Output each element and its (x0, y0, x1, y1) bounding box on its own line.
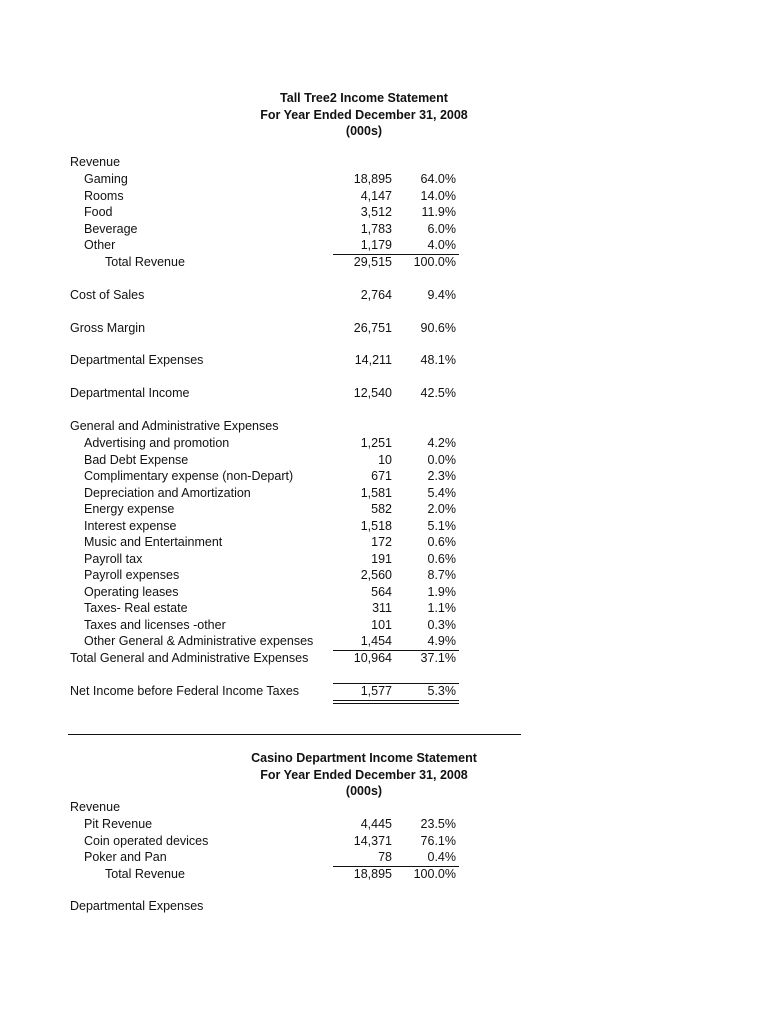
ga-row (0, 551, 768, 568)
row-value: 1,179 (360, 238, 392, 252)
row-percent: 2.3% (427, 469, 456, 483)
departmental-expenses-heading: Departmental Expenses (70, 899, 204, 913)
total-revenue-row (0, 254, 768, 271)
revenue-row-beverage (0, 221, 768, 238)
row-value: 3,512 (360, 205, 392, 219)
revenue-heading: Revenue (70, 800, 121, 814)
row-percent: 4.0% (427, 238, 456, 252)
row-percent: 0.6% (427, 551, 456, 566)
statement2-title-line-1: Casino Department Income Statement (251, 751, 477, 765)
row-percent: 4.9% (427, 634, 456, 648)
gross-margin-row (0, 320, 768, 337)
row-label: Payroll tax (84, 551, 143, 566)
row-percent: 2.0% (427, 502, 456, 516)
row-value: 78 (378, 850, 392, 864)
ga-row (0, 501, 768, 518)
row-label: Taxes and licenses -other (84, 617, 226, 632)
row-percent: 6.0% (427, 221, 456, 236)
ga-row (0, 452, 768, 469)
row-label: Music and Entertainment (84, 535, 223, 549)
row-label: Depreciation and Amortization (84, 485, 251, 500)
row-label: Other General & Administrative expenses (84, 634, 314, 648)
departmental-income-row (0, 385, 768, 402)
row-label: Food (84, 205, 113, 219)
row-label: Gaming (84, 172, 128, 186)
ga-heading-row (0, 418, 768, 435)
row-value: 12,540 (353, 386, 392, 400)
statement2-title-line-3: (000s) (345, 784, 383, 798)
row-label: Poker and Pan (84, 850, 167, 864)
row-label: Net Income before Federal Income Taxes (70, 684, 300, 698)
row-percent: 0.3% (427, 617, 456, 632)
net-income-double-rule-1 (333, 700, 459, 701)
row-label: Operating leases (84, 584, 179, 599)
row-label: Rooms (84, 188, 124, 203)
row-percent: 0.0% (427, 452, 456, 467)
row-percent: 4.2% (427, 436, 456, 450)
row-value: 14,211 (354, 353, 392, 367)
row-label: Other (84, 238, 116, 252)
statement1-title-line-3: (000s) (345, 124, 383, 138)
row-label: Gross Margin (70, 321, 146, 335)
row-label: Payroll expenses (84, 568, 180, 582)
row-label: Total Revenue (105, 255, 185, 269)
row-percent: 1.9% (427, 584, 456, 599)
ga-row (0, 435, 768, 452)
row-percent: 5.1% (427, 518, 456, 533)
row-value: 4,147 (360, 188, 392, 203)
row-value: 564 (371, 584, 392, 599)
ga-row (0, 633, 768, 650)
row-percent: 23.5% (420, 817, 456, 831)
statement1-title (240, 90, 488, 140)
net-income-double-rule-2 (333, 703, 459, 704)
row-value: 29,515 (353, 255, 392, 269)
row-percent: 11.9% (421, 205, 456, 219)
revenue-heading: Revenue (70, 155, 121, 169)
ga-row (0, 584, 768, 601)
row-value: 311 (372, 601, 392, 615)
row-percent: 37.1% (420, 651, 456, 665)
row-label: Departmental Expenses (70, 353, 204, 367)
ga-row (0, 567, 768, 584)
casino-departmental-expenses-row (0, 898, 768, 915)
statement1-title-line-2: For Year Ended December 31, 2008 (260, 107, 468, 122)
row-label: Taxes- Real estate (84, 601, 188, 615)
row-value: 10 (378, 452, 392, 467)
row-percent: 5.4% (427, 485, 456, 500)
row-value: 2,764 (360, 288, 392, 302)
casino-revenue-heading-row (0, 799, 768, 816)
row-label: Complimentary expense (non-Depart) (84, 469, 294, 483)
row-percent: 8.7% (427, 568, 456, 582)
ga-row (0, 518, 768, 535)
row-value: 1,783 (360, 221, 392, 236)
row-value: 2,560 (360, 568, 392, 582)
row-label: Total General and Administrative Expenses (70, 651, 309, 665)
row-label: Interest expense (84, 518, 177, 533)
statement2-title (240, 750, 488, 800)
row-percent: 64.0% (420, 172, 456, 186)
row-percent: 90.6% (420, 321, 456, 335)
row-label: Total Revenue (105, 867, 185, 881)
row-percent: 14.0% (420, 188, 456, 203)
row-value: 172 (371, 535, 392, 549)
row-percent: 9.4% (427, 288, 456, 302)
revenue-row-rooms (0, 188, 768, 205)
row-value: 101 (371, 617, 392, 632)
casino-total-revenue-row (0, 866, 768, 883)
revenue-row-food (0, 204, 768, 221)
row-value: 10,964 (353, 651, 392, 665)
casino-revenue-row (0, 816, 768, 833)
row-value: 18,895 (353, 172, 392, 186)
row-value: 1,577 (360, 684, 392, 698)
row-percent: 1.1% (427, 601, 456, 615)
row-value: 671 (371, 469, 392, 483)
row-label: Bad Debt Expense (84, 452, 189, 467)
net-income-row (0, 683, 768, 700)
revenue-row-gaming (0, 171, 768, 188)
row-value: 1,454 (360, 634, 392, 648)
row-label: Departmental Income (70, 386, 190, 400)
revenue-row-other (0, 237, 768, 254)
row-value: 582 (371, 502, 392, 516)
ga-row (0, 600, 768, 617)
row-label: Coin operated devices (84, 833, 209, 848)
statement1-title-line-1: Tall Tree2 Income Statement (280, 91, 448, 105)
row-percent: 0.4% (427, 850, 456, 864)
row-value: 1,251 (360, 436, 392, 450)
cost-of-sales-row (0, 287, 768, 304)
row-percent: 5.3% (427, 684, 456, 698)
statement2-title-line-2: For Year Ended December 31, 2008 (260, 767, 468, 782)
departmental-expenses-row (0, 352, 768, 369)
row-percent: 0.6% (427, 535, 456, 549)
row-percent: 48.1% (420, 353, 456, 367)
row-percent: 76.1% (420, 833, 456, 848)
casino-revenue-row (0, 833, 768, 850)
row-label: Energy expense (84, 502, 175, 516)
ga-heading: General and Administrative Expenses (70, 419, 279, 433)
ga-row (0, 468, 768, 485)
revenue-heading-row (0, 154, 768, 171)
row-value: 14,371 (353, 833, 392, 848)
row-value: 1,518 (360, 518, 392, 533)
row-value: 191 (371, 551, 392, 566)
row-percent: 100.0% (413, 255, 456, 269)
ga-row (0, 617, 768, 634)
row-percent: 42.5% (420, 386, 456, 400)
row-label: Beverage (84, 221, 138, 236)
row-value: 18,895 (353, 867, 392, 881)
row-value: 1,581 (360, 485, 392, 500)
row-value: 4,445 (360, 817, 392, 831)
section-divider (68, 734, 521, 735)
row-label: Pit Revenue (84, 817, 153, 831)
row-value: 26,751 (353, 321, 392, 335)
row-percent: 100.0% (413, 867, 456, 881)
ga-row (0, 534, 768, 551)
row-label: Advertising and promotion (84, 436, 230, 450)
ga-total-row (0, 650, 768, 667)
row-label: Cost of Sales (70, 288, 145, 302)
ga-row (0, 485, 768, 502)
casino-revenue-row (0, 849, 768, 866)
